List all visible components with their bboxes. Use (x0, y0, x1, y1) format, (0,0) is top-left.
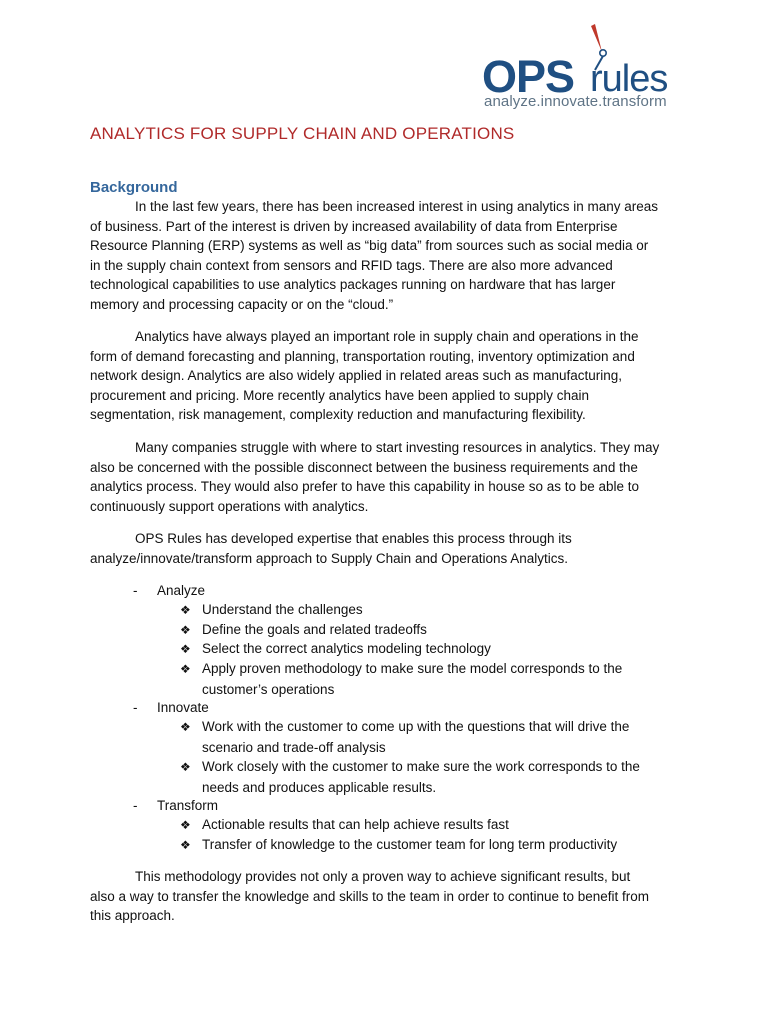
bullet-text: Define the goals and related tradeoffs (202, 622, 427, 637)
logo-rules-text: rules (590, 58, 668, 100)
bullet-text: Select the correct analytics modeling technology (202, 641, 491, 656)
bullet-item (180, 600, 363, 621)
list-item-label: Transform (157, 798, 219, 813)
list-item-innovate (133, 698, 209, 718)
diamond-bullet-icon: ❖ (180, 603, 191, 617)
bullet-text: Work closely with the customer to make sure the work corresponds to the (202, 759, 640, 774)
paragraph-line: procurement and pricing. More recently analytics have been applied to supply chain (90, 387, 590, 403)
dash-marker: - (133, 700, 138, 715)
bullet-item (180, 815, 509, 836)
logo-ops-text: OPS (482, 51, 575, 102)
paragraph-line: Resource Planning (ERP) systems as well as “big data” from sources such as social media or (90, 238, 649, 253)
paragraph-line: analyze/innovate/transform approach to Supply Chain and Operations Analytics. (90, 550, 569, 566)
bullet-text: Work with the customer to come up with the questions that will drive the (202, 719, 630, 734)
document-title: ANALYTICS FOR SUPPLY CHAIN AND OPERATIONS (90, 124, 515, 143)
list-item-analyze (133, 581, 205, 601)
bullet-text: Understand the challenges (202, 602, 363, 617)
section-heading-background: Background (90, 179, 178, 196)
paragraph-line: of business. Part of the interest is driven by increased availability of data from Enterprise (90, 218, 618, 234)
bullet-item (180, 620, 427, 641)
bullet-text-continued: customer’s operations (202, 681, 335, 697)
paragraph-line: This methodology provides not only a proven way to achieve significant results, but (135, 869, 631, 884)
paragraph-line: In the last few years, there has been increased interest in using analytics in many areas (135, 199, 659, 214)
paragraph-3 (90, 438, 682, 516)
paragraph-line: this approach. (90, 908, 175, 923)
paragraph-line: Many companies struggle with where to start investing resources in analytics. They may (135, 440, 660, 455)
bullet-text-continued: needs and produces applicable results. (202, 779, 437, 795)
list-item-label: Analyze (157, 583, 206, 598)
company-logo (478, 14, 678, 118)
bullet-item (180, 639, 491, 660)
diamond-bullet-icon: ❖ (180, 760, 191, 774)
bullet-text-continued: scenario and trade-off analysis (202, 739, 386, 755)
paragraph-line: continuously support operations with analytics. (90, 498, 369, 514)
bullet-text: Transfer of knowledge to the customer team for long term productivity (202, 837, 618, 852)
bullet-item (180, 717, 629, 757)
paragraph-line: network design. Analytics are also widely applied in related areas such as manufacturing, (90, 368, 623, 383)
dash-marker: - (133, 798, 138, 813)
paragraph-line: technological capabilities to use analytics packages running on hardware that has larger (90, 277, 616, 292)
paragraph-line: in the supply chain context from sensors and RFID tags. There are also more advanced (90, 257, 613, 273)
diamond-bullet-icon: ❖ (180, 662, 191, 676)
paragraph-line: segmentation, risk management, complexity reduction and manufacturing flexibility. (90, 407, 586, 422)
bullet-text: Apply proven methodology to make sure the model corresponds to the (202, 661, 623, 676)
paragraph-line: also a way to transfer the knowledge and skills to the team in order to continue to benefit from (90, 888, 650, 904)
diamond-bullet-icon: ❖ (180, 838, 191, 852)
diamond-bullet-icon: ❖ (180, 818, 191, 832)
paragraph-closing (90, 867, 682, 926)
paragraph-line: form of demand forecasting and planning, transportation routing, inventory optimization and (90, 348, 635, 364)
paragraph-2 (90, 327, 682, 425)
bullet-item (180, 659, 622, 699)
logo-tagline: analyze.innovate.transform (484, 93, 667, 110)
diamond-bullet-icon: ❖ (180, 623, 191, 637)
diamond-bullet-icon: ❖ (180, 642, 191, 656)
paragraph-line: Analytics have always played an important role in supply chain and operations in the (135, 329, 639, 344)
paragraph-line: analytics process. They would also prefer to have this capability in house so as to be able to (90, 479, 640, 494)
bullet-text: Actionable results that can help achieve results fast (202, 817, 509, 832)
paragraph-line: memory and processing capacity or on the “cloud.” (90, 296, 394, 312)
paragraph-line: also be concerned with the possible disconnect between the business requirements and the (90, 459, 638, 475)
paragraph-4 (90, 529, 682, 568)
paragraph-line: OPS Rules has developed expertise that enables this process through its (135, 531, 572, 546)
list-item-transform (133, 796, 218, 816)
list-item-label: Innovate (157, 700, 209, 715)
dash-marker: - (133, 583, 138, 598)
diamond-bullet-icon: ❖ (180, 720, 191, 734)
paragraph-1 (90, 197, 682, 314)
bullet-item (180, 835, 617, 856)
bullet-item (180, 757, 640, 797)
